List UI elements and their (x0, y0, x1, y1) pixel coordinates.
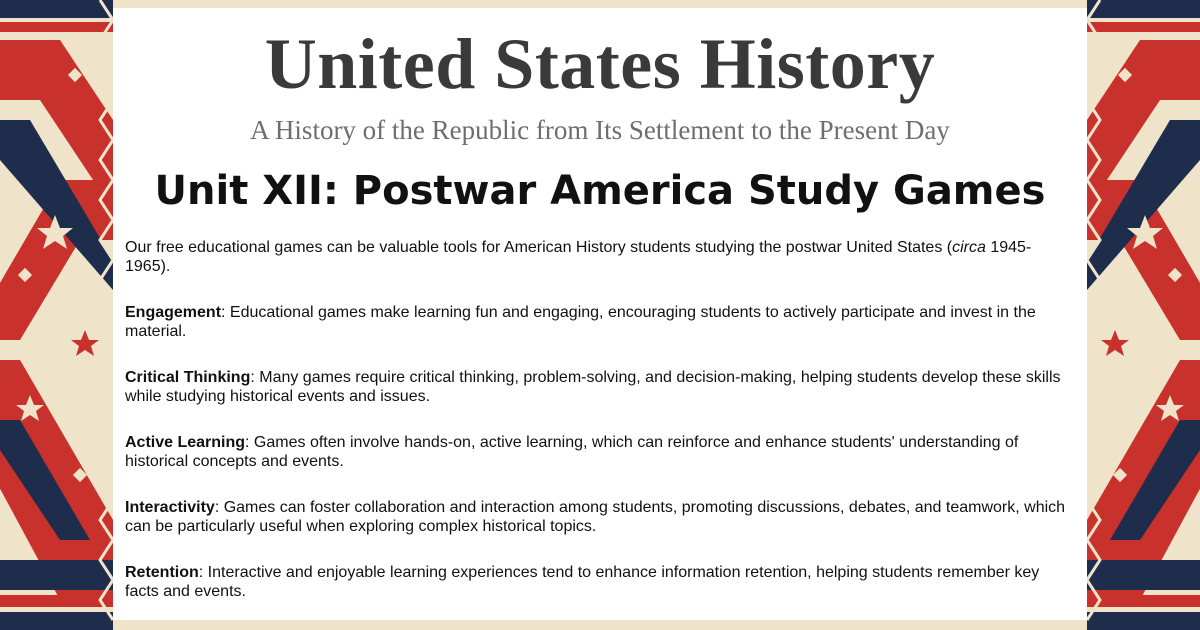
unit-title: Unit XII: Postwar America Study Games (154, 168, 1046, 214)
body-text (125, 238, 1075, 628)
textile-pattern-left (0, 0, 113, 630)
textile-pattern-right (1087, 0, 1200, 630)
content-panel (113, 8, 1087, 620)
benefit-active-learning (125, 433, 1075, 471)
right-decorative-border (1087, 0, 1200, 630)
benefit-description: : Many games require critical thinking, problem-solving, and decision-making, helping students develop these skills while studying historical events and issues. (125, 369, 1061, 405)
benefit-engagement (125, 303, 1075, 341)
intro-text-before: Our free educational games can be valuable tools for American History students studying the postwar United States ( (125, 239, 953, 256)
site-subtitle: A History of the Republic from Its Settlement to the Present Day (250, 115, 950, 145)
intro-italic: circa (952, 239, 986, 256)
left-decorative-border (0, 0, 113, 630)
benefit-description: : Games can foster collaboration and interaction among students, promoting discussions, debates, and teamwork, which can be particularly useful when exploring complex historical topics. (125, 499, 1066, 535)
benefit-description: : Educational games make learning fun and engaging, encouraging students to actively participate and invest in the material. (125, 304, 1036, 340)
intro-text-after: 1945-1965). (125, 239, 1032, 275)
benefit-interactivity (125, 498, 1075, 536)
benefit-term: Engagement (125, 304, 222, 321)
top-border-strip (113, 0, 1087, 8)
benefit-term: Retention (125, 564, 199, 581)
benefit-description: : Interactive and enjoyable learning experiences tend to enhance information retention, helping students remember key facts and events. (125, 564, 1040, 600)
benefit-description: : Games often involve hands-on, active learning, which can reinforce and enhance students' understanding of historical concepts and events. (125, 434, 1019, 470)
benefit-retention (125, 563, 1075, 601)
intro-paragraph (125, 238, 1075, 276)
benefit-term: Critical Thinking (125, 369, 251, 386)
benefit-term: Interactivity (125, 499, 215, 516)
benefit-term: Active Learning (125, 434, 246, 451)
benefit-critical-thinking (125, 368, 1075, 406)
site-title: United States History (264, 24, 936, 104)
